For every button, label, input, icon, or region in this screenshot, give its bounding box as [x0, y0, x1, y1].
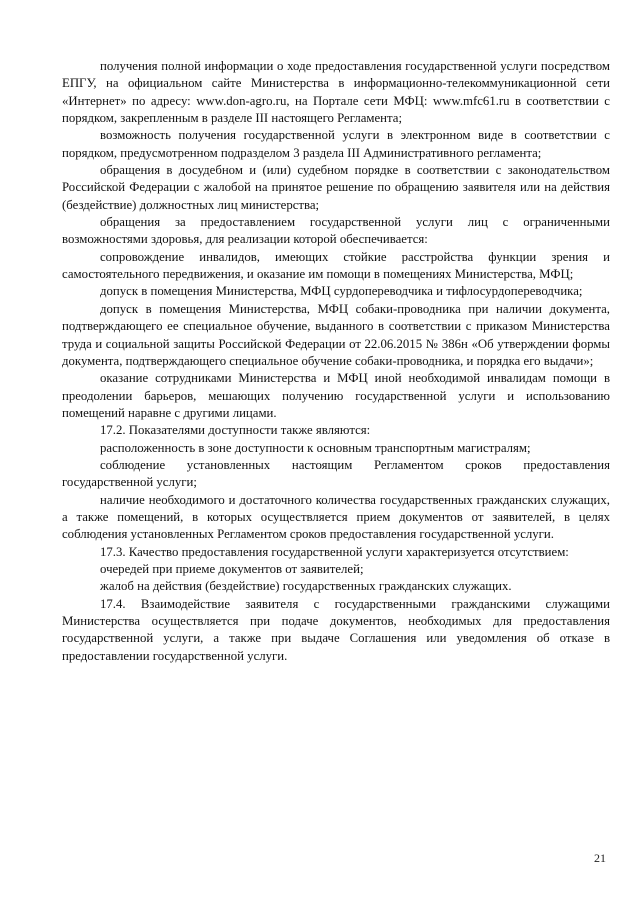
paragraph: возможность получения государственной услуги в электронном виде в соответствии с порядком, предусмотренном подразделом 3 раздела III Административного регламента; — [62, 128, 610, 160]
paragraph: получения полной информации о ходе предоставления государственной услуги посредством ЕПГУ, на официальном сайте Министерства в информационно-телекоммуникационной сети «Интернет» по адресу: www.don-agro.ru, на Портале сети МФЦ: www.mfc61.ru в соответствии с порядком, закрепленным в разделе III настоящего Регламента; — [62, 59, 610, 126]
paragraph: оказание сотрудниками Министерства и МФЦ иной необходимой инвалидам помощи в преодолении барьеров, мешающих получению государственной услуги и использованию помещений наравне с другими лицами. — [62, 371, 610, 420]
paragraph: сопровождение инвалидов, имеющих стойкие расстройства функции зрения и самостоятельного передвижения, и оказание им помощи в помещениях Министерства, МФЦ; — [62, 249, 610, 282]
document-page — [62, 58, 610, 665]
paragraph: 17.2. Показателями доступности также являются: — [100, 423, 371, 438]
paragraph: допуск в помещения Министерства, МФЦ собаки-проводника при наличии документа, подтверждающего ее специальное обучение, выданного в соответствии с приказом Министерства труда и социальной защиты Российской Федерации от 22.06.2015 № 386н «Об утверждении формы документа, подтверждающего специальное обучение собаки-проводника, и порядка его выдачи»; — [62, 301, 610, 368]
paragraph: жалоб на действия (бездействие) государственных гражданских служащих. — [100, 579, 512, 594]
paragraph: обращения в досудебном и (или) судебном порядке в соответствии с законодательством Российской Федерации с жалобой на принятое решение по обращению заявителя или на действия (бездействие) должностных лиц министерства; — [62, 163, 610, 212]
paragraph: наличие необходимого и достаточного количества государственных гражданских служащих, а также помещений, в которых осуществляется прием документов от заявителей, в целях соблюдения установленных Регламентом сроков предоставления государственной услуги. — [62, 492, 610, 542]
paragraph: 17.4. Взаимодействие заявителя с государственными гражданскими служащими Министерства осуществляется при подаче документов, необходимых для предоставления государственной услуги, а также при выдаче Соглашения или уведомления об отказе в предоставлении государственной услуги. — [62, 596, 610, 663]
paragraph: расположенность в зоне доступности к основным транспортным магистралям; — [100, 440, 531, 455]
page-number: 21 — [594, 851, 606, 865]
paragraph: допуск в помещения Министерства, МФЦ сурдопереводчика и тифлосурдопереводчика; — [100, 284, 583, 299]
paragraph: 17.3. Качество предоставления государственной услуги характеризуется отсутствием: — [100, 544, 569, 559]
paragraph: обращения за предоставлением государственной услуги лиц с ограниченными возможностями здоровья, для реализации которой обеспечивается: — [62, 215, 610, 247]
paragraph: очередей при приеме документов от заявителей; — [100, 561, 364, 576]
paragraph: соблюдение установленных настоящим Регламентом сроков предоставления государственной услуги; — [62, 457, 610, 490]
